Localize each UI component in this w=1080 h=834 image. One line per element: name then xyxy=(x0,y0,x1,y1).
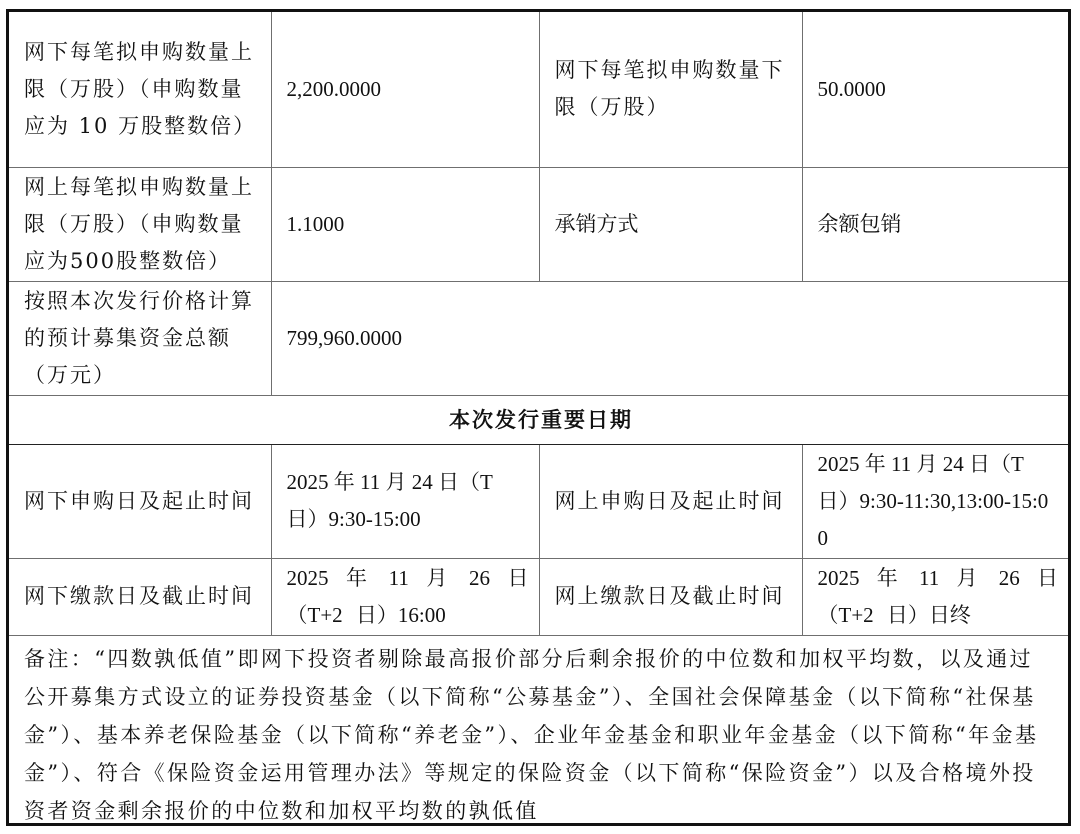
offering-info-table-frame xyxy=(6,9,1071,826)
online-payment-date-value: 2025 年 11 月 26 日（T+2 日）日终 xyxy=(802,558,1068,635)
important-dates-header: 本次发行重要日期 xyxy=(9,395,1068,444)
expected-proceeds-label: 按照本次发行价格计算的预计募集资金总额（万元） xyxy=(9,281,271,395)
offering-info-table xyxy=(9,12,1068,830)
offline-min-subscription-value: 50.0000 xyxy=(802,12,1068,167)
offline-max-subscription-value: 2,200.0000 xyxy=(271,12,539,167)
online-subscription-date-value: 2025 年 11 月 24 日（T 日）9:30-11:30,13:00-15:00 xyxy=(802,444,1068,558)
underwriting-method-value: 余额包销 xyxy=(802,167,1068,281)
offline-subscription-date-value: 2025 年 11 月 24 日（T 日）9:30-15:00 xyxy=(271,444,539,558)
table-row-offline-max-subscription xyxy=(9,12,1068,167)
online-max-subscription-value: 1.1000 xyxy=(271,167,539,281)
offline-payment-date-value: 2025 年 11 月 26 日（T+2 日）16:00 xyxy=(271,558,539,635)
table-row-section-header xyxy=(9,395,1068,444)
table-row-subscription-dates xyxy=(9,444,1068,558)
underwriting-method-label: 承销方式 xyxy=(539,167,802,281)
offline-payment-date-label: 网下缴款日及截止时间 xyxy=(9,558,271,635)
table-row-online-max-subscription xyxy=(9,167,1068,281)
offline-min-subscription-label: 网下每笔拟申购数量下限（万股） xyxy=(539,12,802,167)
table-row-note xyxy=(9,635,1068,830)
table-row-payment-dates xyxy=(9,558,1068,635)
table-row-expected-proceeds xyxy=(9,281,1068,395)
online-payment-date-label: 网上缴款日及截止时间 xyxy=(539,558,802,635)
expected-proceeds-value: 799,960.0000 xyxy=(271,281,1068,395)
online-subscription-date-label: 网上申购日及起止时间 xyxy=(539,444,802,558)
note-text: 备注：“四数孰低值”即网下投资者剔除最高报价部分后剩余报价的中位数和加权平均数，以及通过公开募集方式设立的证券投资基金（以下简称“公募基金”）、全国社会保障基金（以下简称“社保基金”）、基本养老保险基金（以下简称“养老金”）、企业年金基金和职业年金基金（以下简称“年金基金”）、符合《保险资金运用管理办法》等规定的保险资金（以下简称“保险资金”）以及合格境外投资者资金剩余报价的中位数和加权平均数的孰低值 xyxy=(9,635,1068,830)
offline-max-subscription-label: 网下每笔拟申购数量上限（万股）（申购数量应为 10 万股整数倍） xyxy=(9,12,271,167)
online-max-subscription-label: 网上每笔拟申购数量上限（万股）（申购数量应为500股整数倍） xyxy=(9,167,271,281)
offline-subscription-date-label: 网下申购日及起止时间 xyxy=(9,444,271,558)
